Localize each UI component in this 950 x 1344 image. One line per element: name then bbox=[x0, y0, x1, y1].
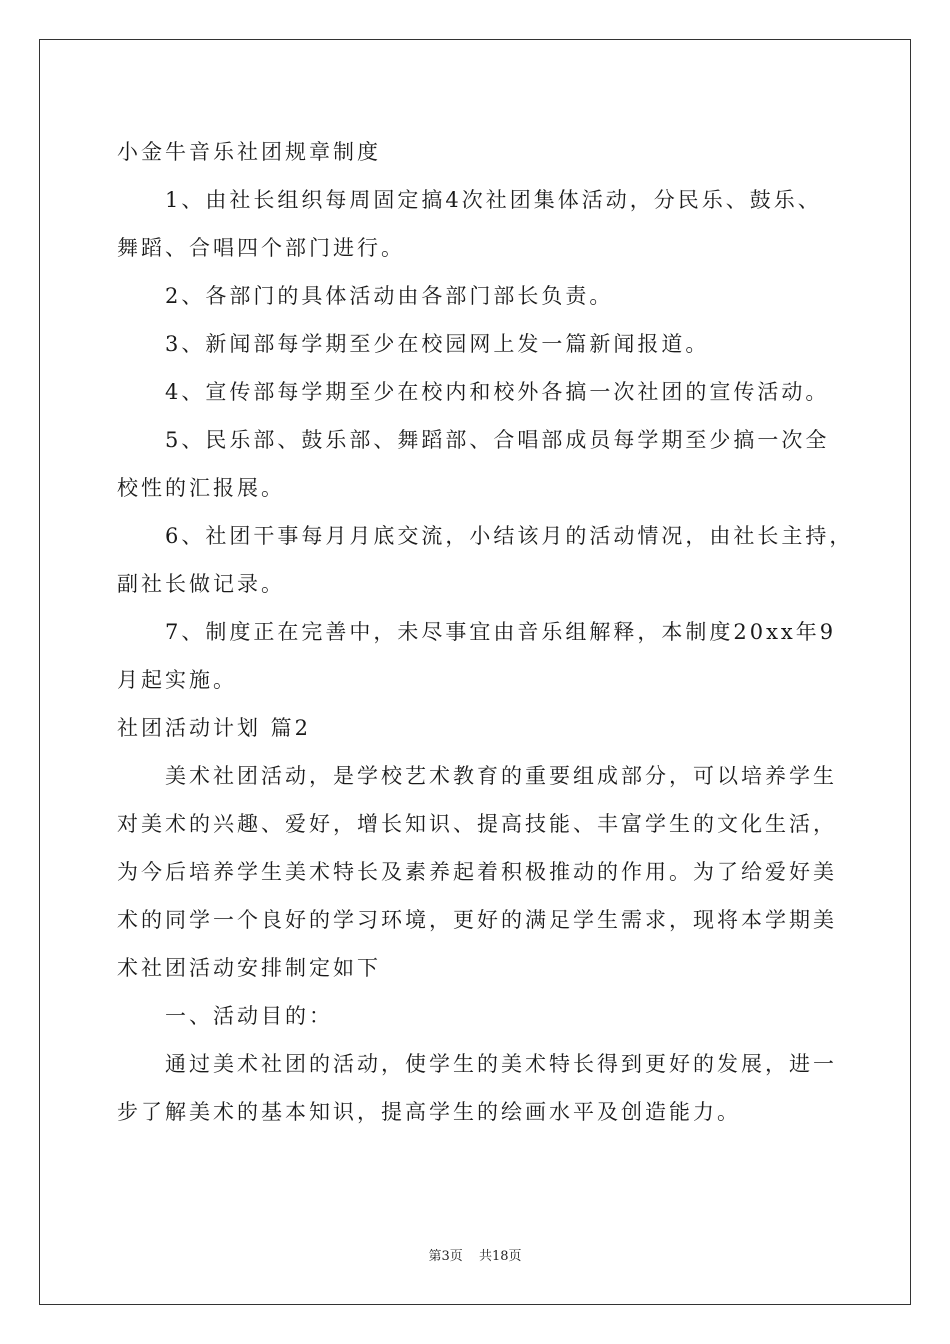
section-heading: 社团活动计划 篇2 bbox=[117, 716, 312, 740]
page-total: 共18页 bbox=[478, 1249, 522, 1264]
document-line: 通过美术社团的活动，使学生的美术特长得到更好的发展，进一 bbox=[165, 1052, 837, 1076]
document-line: 对美术的兴趣、爱好，增长知识、提高技能、丰富学生的文化生活， bbox=[117, 812, 837, 836]
document-line: 一、活动目的： bbox=[165, 1004, 333, 1028]
document-body bbox=[117, 128, 854, 1136]
document-line: 6、社团干事每月月底交流，小结该月的活动情况，由社长主持， bbox=[165, 524, 854, 548]
page-number: 第3页 bbox=[428, 1249, 463, 1264]
document-line: 术的同学一个良好的学习环境，更好的满足学生需求，现将本学期美 bbox=[117, 908, 837, 932]
document-line: 3、新闻部每学期至少在校园网上发一篇新闻报道。 bbox=[165, 332, 710, 356]
document-line: 校性的汇报展。 bbox=[117, 476, 285, 500]
document-line: 月起实施。 bbox=[117, 668, 237, 692]
document-line: 为今后培养学生美术特长及素养起着积极推动的作用。为了给爱好美 bbox=[117, 860, 837, 884]
document-line: 1、由社长组织每周固定搞4次社团集体活动，分民乐、鼓乐、 bbox=[165, 188, 822, 212]
document-line: 4、宣传部每学期至少在校内和校外各搞一次社团的宣传活动。 bbox=[165, 380, 830, 404]
document-line: 2、各部门的具体活动由各部门部长负责。 bbox=[165, 284, 614, 308]
document-line: 美术社团活动，是学校艺术教育的重要组成部分，可以培养学生 bbox=[165, 764, 837, 788]
document-line: 小金牛音乐社团规章制度 bbox=[117, 140, 381, 164]
document-line: 副社长做记录。 bbox=[117, 572, 285, 596]
document-line: 舞蹈、合唱四个部门进行。 bbox=[117, 236, 405, 260]
document-line: 步了解美术的基本知识，提高学生的绘画水平及创造能力。 bbox=[117, 1100, 741, 1124]
document-line: 5、民乐部、鼓乐部、舞蹈部、合唱部成员每学期至少搞一次全 bbox=[165, 428, 830, 452]
document-line: 7、制度正在完善中，未尽事宜由音乐组解释，本制度20xx年9 bbox=[165, 620, 837, 644]
page-footer bbox=[0, 1245, 950, 1264]
document-line: 术社团活动安排制定如下 bbox=[117, 956, 381, 980]
